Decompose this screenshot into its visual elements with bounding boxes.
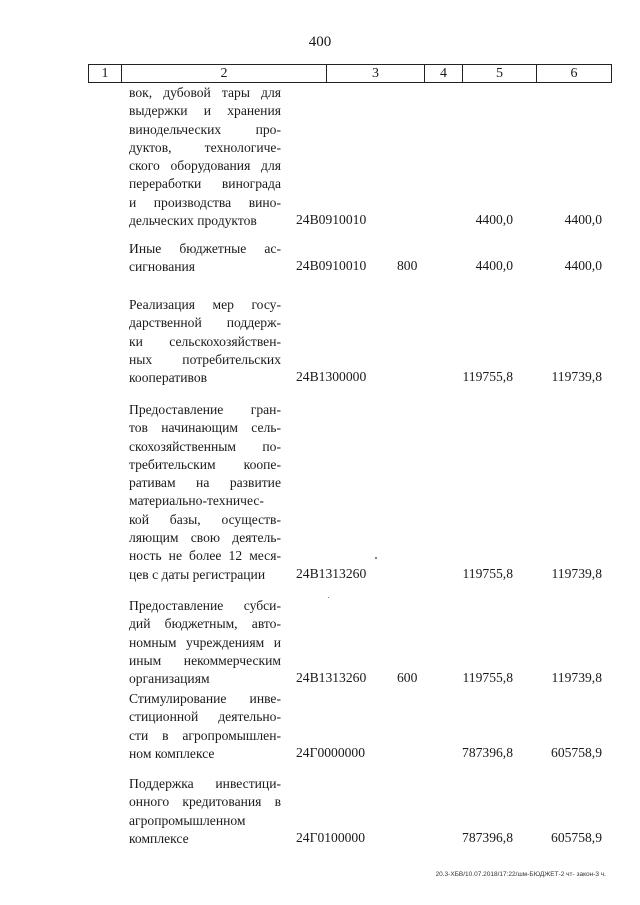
expense-type-code: 800 [397, 258, 418, 274]
page-number: 400 [308, 34, 332, 50]
description-line: организациям [129, 671, 210, 687]
target-article-code: 24В1313260 [296, 565, 367, 581]
row-description [129, 84, 281, 230]
description-line: требительским коопе- [129, 456, 281, 472]
description-line: Поддержка инвестици- [129, 776, 281, 791]
description-line: материально-техничес- [129, 493, 264, 509]
header-col-5: 5 [463, 65, 537, 83]
description-line: онного кредитования в [129, 794, 281, 810]
description-line: стиционной деятельно- [129, 709, 281, 725]
target-article-code: 24В1313260 [296, 670, 367, 686]
amount-col-6: 605758,9 [551, 829, 602, 845]
target-article-code: 24Г0000000 [296, 744, 366, 760]
column-number-header [88, 64, 612, 83]
amount-col-5: 787396,8 [462, 829, 513, 845]
description-line: ского оборудования для [129, 158, 281, 174]
scan-speck [375, 557, 377, 559]
description-line: скохозяйственным по- [129, 438, 281, 454]
row-description [129, 296, 281, 387]
description-line: Предоставление гран- [129, 402, 281, 417]
description-line: дуктов, технологиче- [129, 139, 281, 155]
amount-col-5: 787396,8 [462, 744, 513, 760]
description-line: дий бюджетным, авто- [129, 616, 281, 632]
target-article-code: 24В0910010 [296, 212, 367, 228]
header-col-4: 4 [425, 65, 463, 83]
description-line: Реализация мер госу- [129, 297, 281, 312]
scan-speck [328, 597, 329, 598]
amount-col-5: 119755,8 [462, 565, 513, 581]
target-article-code: 24В0910010 [296, 258, 367, 274]
row-description [129, 775, 281, 848]
amount-col-6: 605758,9 [551, 744, 602, 760]
description-line: кой базы, осуществ- [129, 511, 281, 527]
amount-col-6: 119739,8 [551, 369, 602, 385]
description-line: вок, дубовой тары для [129, 85, 281, 100]
amount-col-6: 119739,8 [551, 565, 602, 581]
target-article-code: 24Г0100000 [296, 829, 366, 845]
expense-type-code: 600 [397, 670, 418, 686]
description-line: выдержки и хранения [129, 103, 281, 119]
description-line: дарственной поддерж- [129, 315, 281, 331]
target-article-code: 24В1300000 [296, 369, 367, 385]
description-line: сти в агропромышлен- [129, 727, 281, 743]
description-line: ность не более 12 меся- [129, 548, 281, 564]
description-line: дельческих продуктов [129, 213, 257, 229]
row-description [129, 597, 281, 688]
row-description [129, 240, 281, 277]
amount-col-5: 119755,8 [462, 670, 513, 686]
description-line: Предоставление субси- [129, 598, 281, 613]
row-description [129, 401, 281, 584]
amount-col-5: 119755,8 [462, 369, 513, 385]
description-line: номным учреждениям и [129, 634, 281, 650]
amount-col-6: 119739,8 [551, 670, 602, 686]
description-line: сигнования [129, 259, 196, 275]
header-col-1: 1 [89, 65, 122, 83]
description-line: тов начинающим сель- [129, 420, 281, 436]
description-line: Иные бюджетные ас- [129, 241, 281, 256]
description-line: ляющим свою деятель- [129, 530, 281, 546]
amount-col-5: 4400,0 [475, 258, 513, 274]
header-col-3: 3 [327, 65, 425, 83]
description-line: ном комплексе [129, 745, 215, 761]
description-line: переработки винограда [129, 176, 281, 192]
description-line: и производства вино- [129, 194, 281, 210]
amount-col-6: 4400,0 [564, 212, 602, 228]
header-col-6: 6 [537, 65, 612, 83]
row-description [129, 690, 281, 763]
amount-col-6: 4400,0 [564, 258, 602, 274]
description-line: Стимулирование инве- [129, 691, 281, 706]
document-footer: 20.3-ХБВ/10.07.2018/17:22/шм-БЮДЖЕТ-2 чт- закон-3 ч. [435, 871, 606, 878]
description-line: кооперативов [129, 370, 208, 386]
description-line: агропромышленном [129, 812, 246, 828]
description-line: ных потребительских [129, 351, 281, 367]
description-line: винодельческих про- [129, 121, 281, 137]
header-col-2: 2 [122, 65, 327, 83]
description-line: цев с даты регистрации [129, 566, 266, 582]
description-line: комплексе [129, 830, 189, 846]
description-line: иным некоммерческим [129, 652, 281, 668]
description-line: ративам на развитие [129, 475, 281, 491]
description-line: ки сельскохозяйствен- [129, 333, 281, 349]
amount-col-5: 4400,0 [475, 212, 513, 228]
